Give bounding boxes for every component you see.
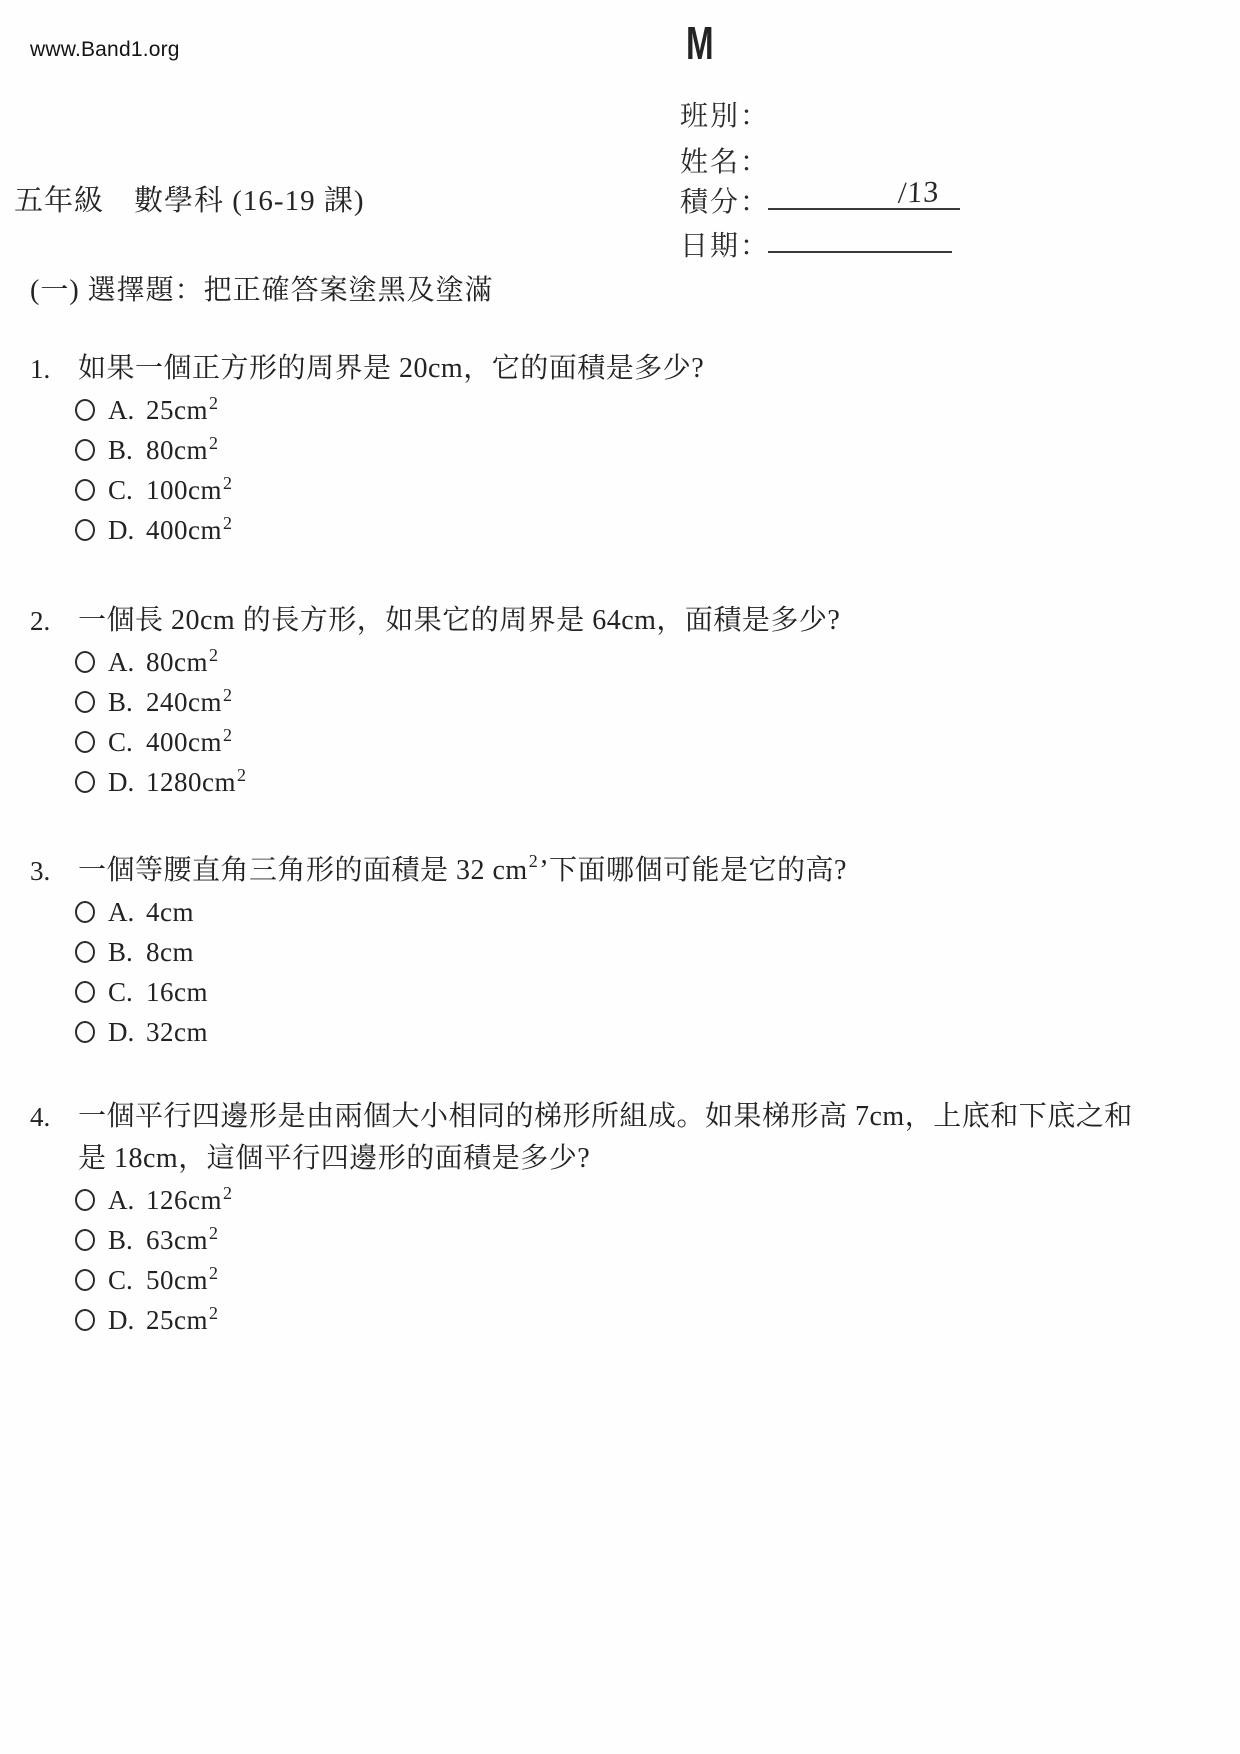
option-letter: C. bbox=[108, 474, 133, 505]
option-value: 25cm bbox=[146, 1304, 208, 1335]
question-number: 1. bbox=[30, 354, 51, 384]
option-superscript: 2 bbox=[209, 1263, 218, 1283]
answer-bubble[interactable] bbox=[75, 771, 95, 793]
question-2-option-b bbox=[30, 682, 1200, 722]
option-letter: D. bbox=[108, 1016, 135, 1047]
option-superscript: 2 bbox=[237, 765, 246, 785]
question-1-option-a bbox=[30, 390, 1200, 430]
section-heading: (一) 選擇題：把正確答案塗黑及塗滿 bbox=[30, 275, 494, 306]
question-1 bbox=[30, 348, 1200, 550]
option-letter: D. bbox=[108, 766, 135, 797]
question-2-option-a bbox=[30, 642, 1200, 682]
question-text-main: 如果一個正方形的周界是 20cm，它的面積是多少? bbox=[78, 353, 705, 384]
question-3 bbox=[30, 850, 1200, 1052]
answer-bubble[interactable] bbox=[75, 651, 95, 673]
option-value: 4cm bbox=[146, 896, 194, 927]
question-text bbox=[78, 600, 842, 642]
date-blank-line bbox=[768, 251, 952, 253]
option-letter: C. bbox=[108, 976, 133, 1007]
question-text-tail: ’下面哪個可能是它的高? bbox=[539, 855, 847, 886]
question-3-option-b bbox=[30, 932, 1200, 972]
score-handwritten-value: /13 bbox=[897, 175, 940, 210]
answer-bubble[interactable] bbox=[75, 941, 95, 963]
question-1-option-d bbox=[30, 510, 1200, 550]
option-value: 100cm bbox=[146, 474, 222, 505]
question-text-main: 一個長 20cm 的長方形，如果它的周界是 64cm，面積是多少? bbox=[78, 605, 841, 636]
option-letter: A. bbox=[108, 1184, 135, 1215]
option-value: 80cm bbox=[146, 434, 208, 465]
question-1-option-c bbox=[30, 470, 1200, 510]
option-letter: C. bbox=[108, 726, 133, 757]
option-superscript: 2 bbox=[223, 473, 232, 493]
answer-bubble[interactable] bbox=[75, 479, 95, 501]
question-4 bbox=[30, 1096, 1200, 1340]
question-number: 2. bbox=[30, 606, 51, 636]
answer-bubble[interactable] bbox=[75, 1269, 95, 1291]
question-number: 3. bbox=[30, 856, 51, 886]
question-text bbox=[78, 348, 706, 390]
answer-bubble[interactable] bbox=[75, 981, 95, 1003]
option-value: 63cm bbox=[146, 1224, 208, 1255]
option-letter: C. bbox=[108, 1264, 133, 1295]
question-text-line-2: 是 18cm，這個平行四邊形的面積是多少? bbox=[78, 1143, 591, 1174]
option-letter: B. bbox=[108, 434, 133, 465]
question-2-option-d bbox=[30, 762, 1200, 802]
question-2-option-c bbox=[30, 722, 1200, 762]
question-4-option-d bbox=[30, 1300, 1200, 1340]
options-list bbox=[30, 642, 1200, 802]
page-title: 五年級 數學科 (16-19 課) bbox=[14, 185, 365, 217]
option-value: 25cm bbox=[146, 394, 208, 425]
option-letter: D. bbox=[108, 1304, 135, 1335]
question-2 bbox=[30, 600, 1200, 802]
options-list bbox=[30, 1180, 1200, 1340]
question-3-option-c bbox=[30, 972, 1200, 1012]
site-watermark: www.Band1.org bbox=[30, 38, 180, 61]
option-superscript: 2 bbox=[209, 645, 218, 665]
question-1-option-b bbox=[30, 430, 1200, 470]
class-field-label: 班別： bbox=[680, 101, 771, 132]
option-letter: B. bbox=[108, 1224, 133, 1255]
option-value: 80cm bbox=[146, 646, 208, 677]
question-3-option-d bbox=[30, 1012, 1200, 1052]
question-text-line-1: 一個平行四邊形是由兩個大小相同的梯形所組成。如果梯形高 7cm，上底和下底之和 bbox=[78, 1101, 1133, 1132]
answer-bubble[interactable] bbox=[75, 691, 95, 713]
option-superscript: 2 bbox=[209, 1223, 218, 1243]
answer-bubble[interactable] bbox=[75, 1189, 95, 1211]
option-superscript: 2 bbox=[223, 685, 232, 705]
option-value: 16cm bbox=[146, 976, 208, 1007]
question-4-option-c bbox=[30, 1260, 1200, 1300]
option-value: 240cm bbox=[146, 686, 222, 717]
option-value: 32cm bbox=[146, 1016, 208, 1047]
question-4-option-b bbox=[30, 1220, 1200, 1260]
option-superscript: 2 bbox=[209, 1303, 218, 1323]
version-mark: M bbox=[686, 17, 714, 69]
option-value: 126cm bbox=[146, 1184, 222, 1215]
answer-bubble[interactable] bbox=[75, 519, 95, 541]
answer-bubble[interactable] bbox=[75, 731, 95, 753]
option-letter: D. bbox=[108, 514, 135, 545]
score-field-label: 積分： bbox=[680, 187, 771, 218]
option-letter: A. bbox=[108, 646, 135, 677]
question-text bbox=[78, 1096, 1133, 1180]
option-value: 50cm bbox=[146, 1264, 208, 1295]
option-letter: A. bbox=[108, 896, 135, 927]
question-4-option-a bbox=[30, 1180, 1200, 1220]
option-letter: B. bbox=[108, 686, 133, 717]
name-field-label: 姓名： bbox=[680, 147, 771, 178]
option-value: 400cm bbox=[146, 514, 222, 545]
option-value: 400cm bbox=[146, 726, 222, 757]
answer-bubble[interactable] bbox=[75, 439, 95, 461]
options-list bbox=[30, 892, 1200, 1052]
answer-bubble[interactable] bbox=[75, 399, 95, 421]
option-superscript: 2 bbox=[223, 513, 232, 533]
answer-bubble[interactable] bbox=[75, 901, 95, 923]
option-superscript: 2 bbox=[209, 433, 218, 453]
answer-bubble[interactable] bbox=[75, 1309, 95, 1331]
question-3-option-a bbox=[30, 892, 1200, 932]
option-value: 1280cm bbox=[146, 766, 236, 797]
answer-bubble[interactable] bbox=[75, 1021, 95, 1043]
question-text: 一個等腰直角三角形的面積是 32 cm2’下面哪個可能是它的高? bbox=[78, 851, 847, 886]
option-letter: A. bbox=[108, 394, 135, 425]
date-field-label: 日期： bbox=[680, 231, 771, 262]
option-superscript: 2 bbox=[209, 393, 218, 413]
options-list bbox=[30, 390, 1200, 550]
question-text-main: 一個等腰直角三角形的面積是 32 cm bbox=[78, 855, 528, 886]
option-value: 8cm bbox=[146, 936, 194, 967]
question-number: 4. bbox=[30, 1102, 51, 1132]
answer-bubble[interactable] bbox=[75, 1229, 95, 1251]
option-superscript: 2 bbox=[223, 725, 232, 745]
option-superscript: 2 bbox=[223, 1183, 232, 1203]
option-letter: B. bbox=[108, 936, 133, 967]
